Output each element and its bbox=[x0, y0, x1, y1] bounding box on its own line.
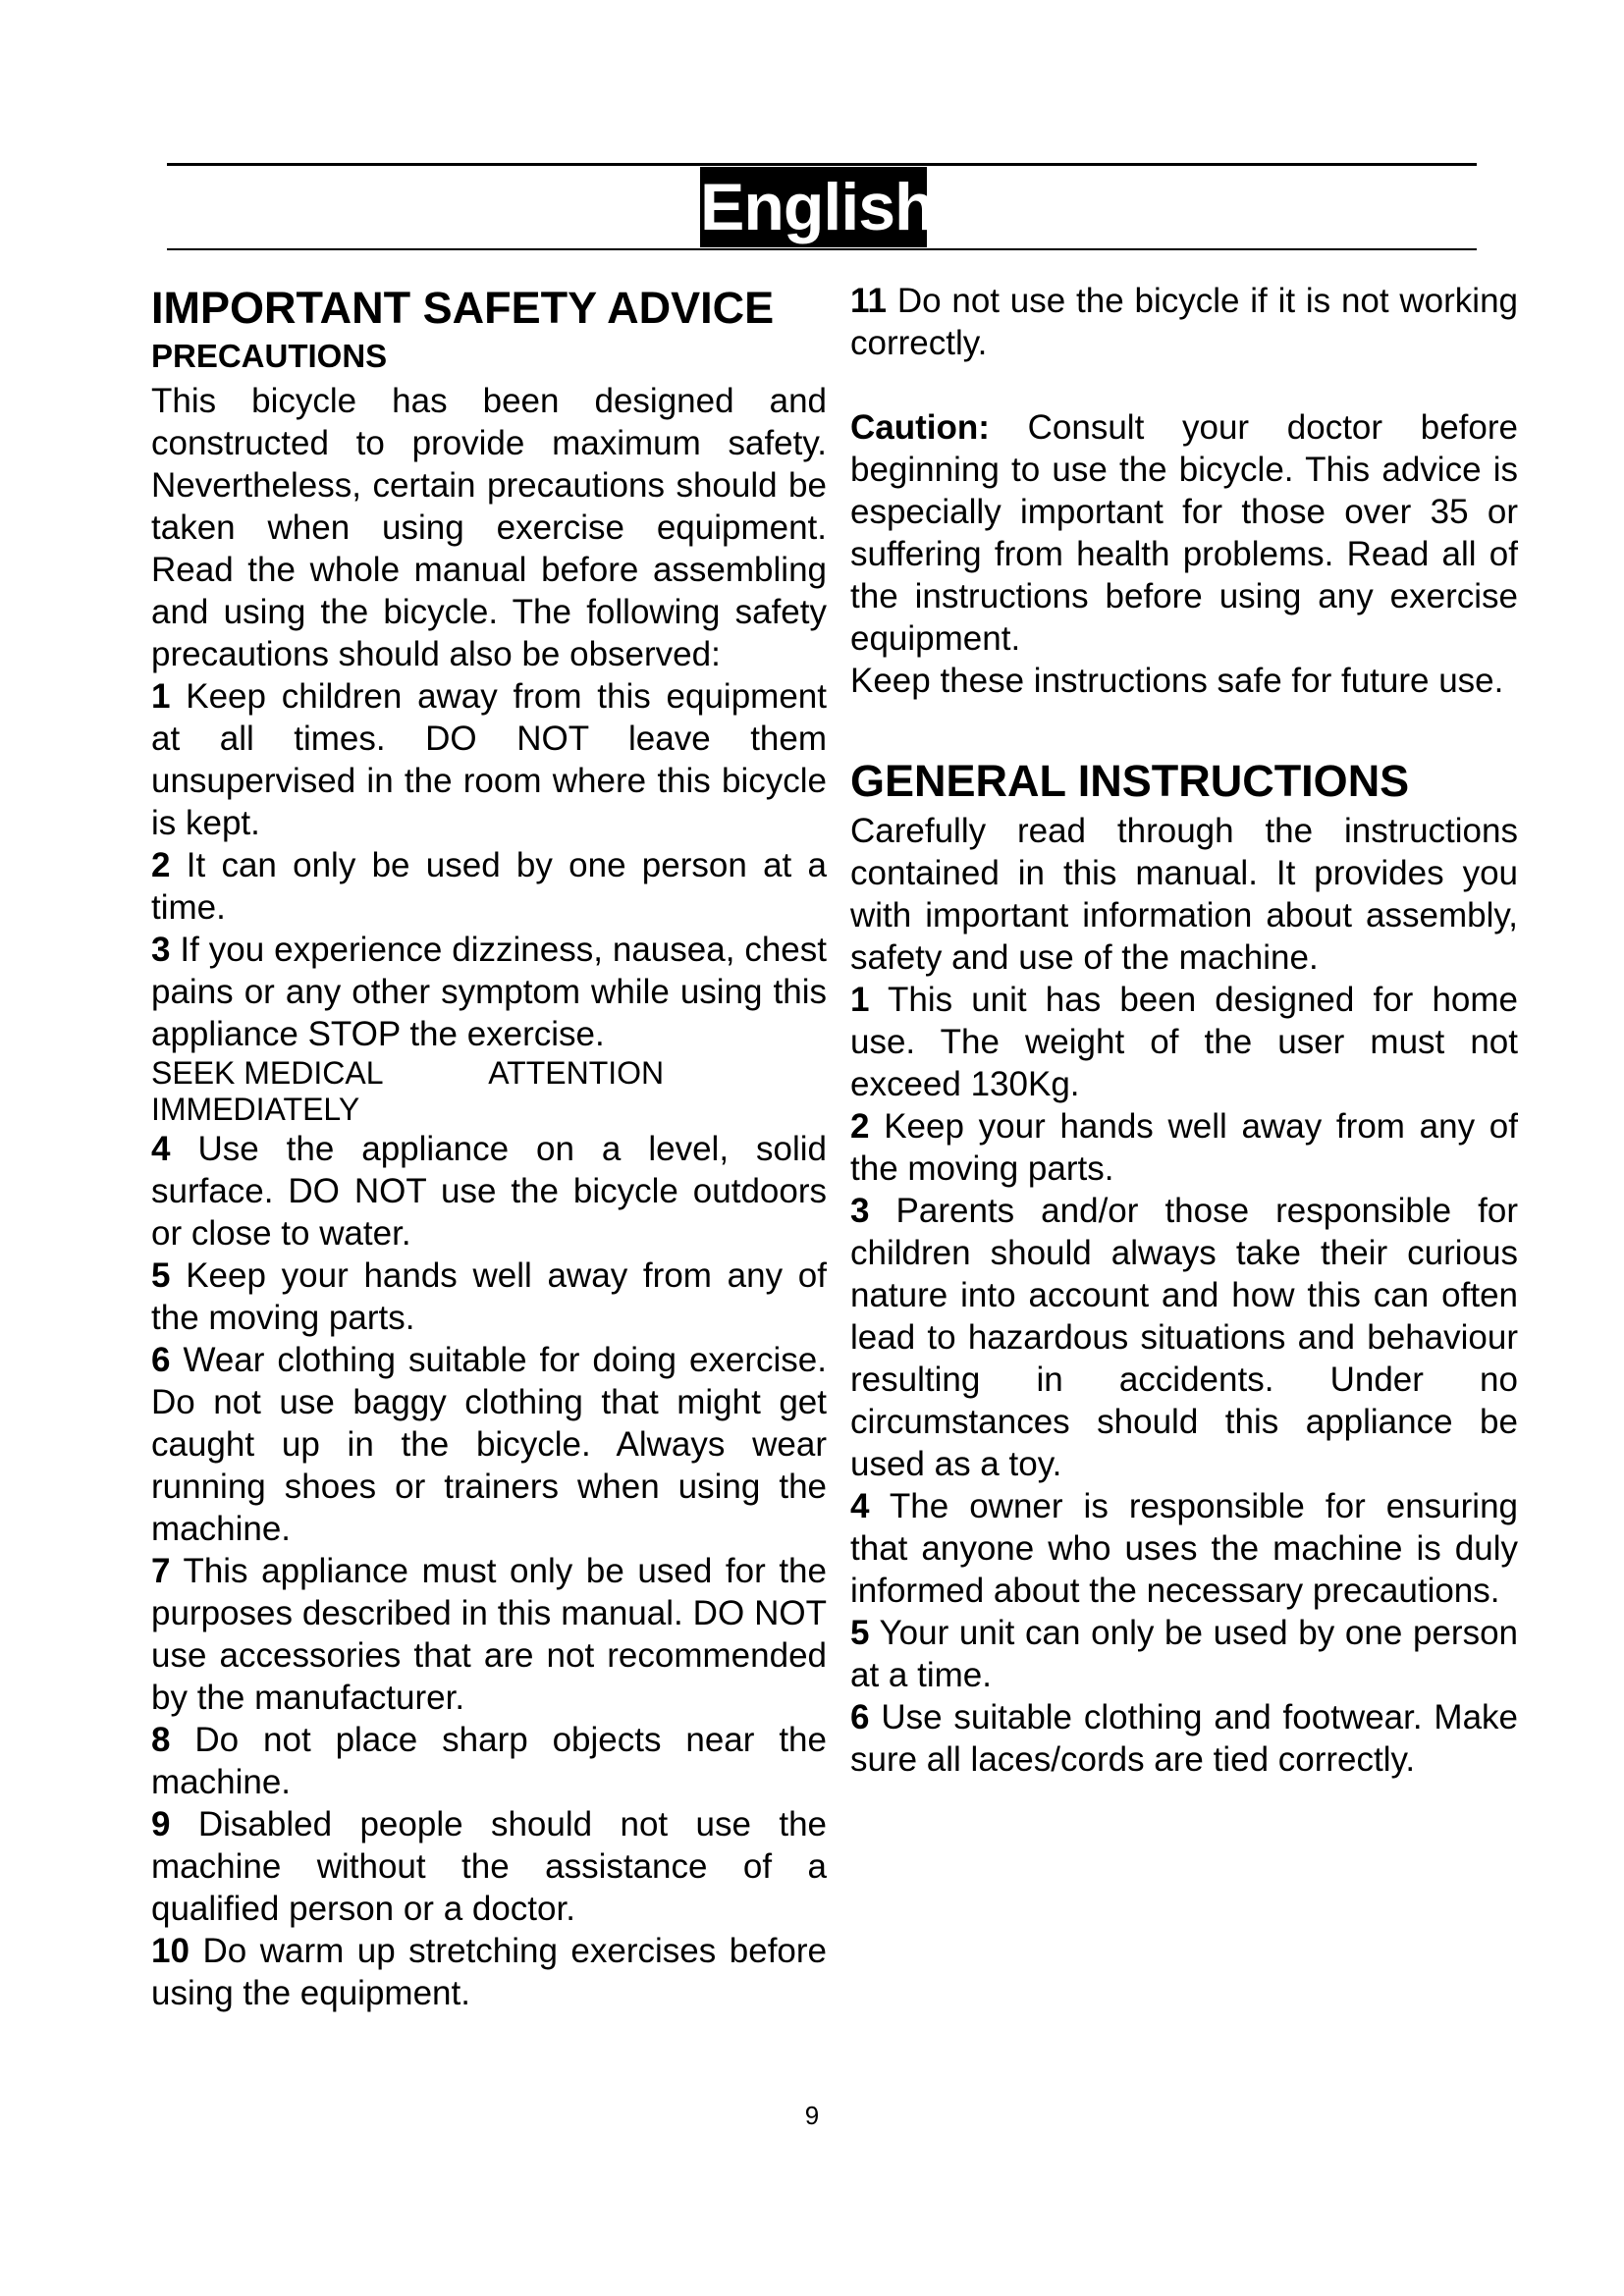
general-item-6 bbox=[850, 1696, 1518, 1781]
item-text: Wear clothing suitable for doing exercise. Do not use baggy clothing that might get caught up in the bicycle. Always wear running shoes or trainers when using the machine. bbox=[151, 1341, 827, 1548]
item-number: 4 bbox=[151, 1130, 171, 1168]
language-badge: English bbox=[700, 167, 927, 247]
precaution-item-4 bbox=[151, 1128, 827, 1255]
general-item-1 bbox=[850, 979, 1518, 1105]
item-number: 5 bbox=[151, 1256, 171, 1295]
general-item-5 bbox=[850, 1612, 1518, 1696]
general-instructions-title: GENERAL INSTRUCTIONS bbox=[850, 756, 1410, 806]
item-number: 3 bbox=[850, 1192, 870, 1230]
item-number: 2 bbox=[151, 846, 171, 884]
caution-label: Caution: bbox=[850, 408, 990, 447]
right-column bbox=[850, 280, 1518, 1781]
precaution-item-10 bbox=[151, 1930, 827, 2014]
precaution-item-9 bbox=[151, 1803, 827, 1930]
general-item-2 bbox=[850, 1105, 1518, 1190]
spacer bbox=[850, 364, 1518, 406]
item-text: Keep children away from this equipment at all times. DO NOT leave them unsupervised in the room where this bicycle is kept. bbox=[151, 677, 827, 842]
header-rule-bottom bbox=[167, 248, 1477, 250]
safety-title: IMPORTANT SAFETY ADVICE bbox=[151, 283, 775, 333]
precautions-subtitle: PRECAUTIONS bbox=[151, 338, 388, 374]
item-text: Disabled people should not use the machine without the assistance of a qualified person or a doctor. bbox=[151, 1805, 827, 1928]
item-number: 3 bbox=[151, 931, 171, 969]
precaution-item-8 bbox=[151, 1719, 827, 1803]
caution-text: Consult your doctor before beginning to use the bicycle. This advice is especially important for those over 35 or suffering from health problems. Read all of the instructions before using any exercise equipment. bbox=[850, 408, 1518, 658]
item-text: Parents and/or those responsible for children should always take their curious nature into account and how this can often lead to hazardous situations and behaviour resulting in accidents. Under no circumstances should this appliance be used as a toy. bbox=[850, 1192, 1518, 1483]
item-number: 8 bbox=[151, 1721, 171, 1759]
seek-medical-1: SEEK MEDICAL bbox=[151, 1055, 384, 1091]
seek-medical-2: ATTENTION bbox=[488, 1055, 665, 1091]
spacer bbox=[850, 702, 1518, 753]
seek-medical-3: IMMEDIATELY bbox=[151, 1092, 360, 1127]
seek-medical-note bbox=[151, 1055, 827, 1128]
item-text: It can only be used by one person at a time. bbox=[151, 846, 827, 927]
item-text: Use suitable clothing and footwear. Make sure all laces/cords are tied correctly. bbox=[850, 1698, 1518, 1779]
general-item-4 bbox=[850, 1485, 1518, 1612]
item-text: Do not place sharp objects near the machine. bbox=[151, 1721, 827, 1801]
precaution-item-3 bbox=[151, 929, 827, 1055]
item-number: 1 bbox=[151, 677, 171, 716]
precaution-item-6 bbox=[151, 1339, 827, 1550]
precaution-item-5 bbox=[151, 1255, 827, 1339]
keep-instructions: Keep these instructions safe for future use. bbox=[850, 662, 1504, 700]
header-rule-top bbox=[167, 163, 1477, 166]
item-number: 9 bbox=[151, 1805, 171, 1843]
precaution-item-1 bbox=[151, 675, 827, 844]
item-number: 7 bbox=[151, 1552, 171, 1590]
item-number: 10 bbox=[151, 1932, 189, 1970]
item-text: Do warm up stretching exercises before using the equipment. bbox=[151, 1932, 827, 2012]
item-number: 6 bbox=[151, 1341, 171, 1379]
general-item-3 bbox=[850, 1190, 1518, 1485]
item-text: Do not use the bicycle if it is not working correctly. bbox=[850, 282, 1519, 362]
item-text: If you experience dizziness, nausea, chest pains or any other symptom while using this appliance STOP the exercise. bbox=[151, 931, 827, 1053]
item-text: This appliance must only be used for the purposes described in this manual. DO NOT use accessories that are not recommended by the manufacturer. bbox=[151, 1552, 827, 1717]
precaution-item-7 bbox=[151, 1550, 827, 1719]
precaution-item-2 bbox=[151, 844, 827, 929]
item-text: Keep your hands well away from any of the moving parts. bbox=[151, 1256, 827, 1337]
item-number: 5 bbox=[850, 1614, 870, 1652]
item-text: Your unit can only be used by one person at a time. bbox=[850, 1614, 1518, 1694]
item-number: 4 bbox=[850, 1487, 870, 1525]
item-text: Keep your hands well away from any of the moving parts. bbox=[850, 1107, 1518, 1188]
item-number: 11 bbox=[850, 282, 887, 320]
caution-paragraph bbox=[850, 406, 1518, 660]
item-number: 2 bbox=[850, 1107, 870, 1146]
precautions-intro: This bicycle has been designed and constructed to provide maximum safety. Nevertheless, certain precautions should be taken when using exercise equipment. Read the whole manual before assembling and using the bicycle. The following safety precautions should also be observed: bbox=[151, 382, 827, 673]
item-text: This unit has been designed for home use. The weight of the user must not exceed 130Kg. bbox=[850, 981, 1519, 1103]
item-text: Use the appliance on a level, solid surface. DO NOT use the bicycle outdoors or close to water. bbox=[151, 1130, 827, 1253]
item-number: 1 bbox=[850, 981, 870, 1019]
page-number: 9 bbox=[804, 2101, 820, 2130]
left-column bbox=[151, 280, 827, 2014]
precaution-item-11 bbox=[850, 280, 1518, 364]
item-number: 6 bbox=[850, 1698, 870, 1736]
general-intro: Carefully read through the instructions contained in this manual. It provides you with important information about assembly, safety and use of the machine. bbox=[850, 812, 1518, 977]
item-text: The owner is responsible for ensuring that anyone who uses the machine is duly informed about the necessary precautions. bbox=[850, 1487, 1519, 1610]
